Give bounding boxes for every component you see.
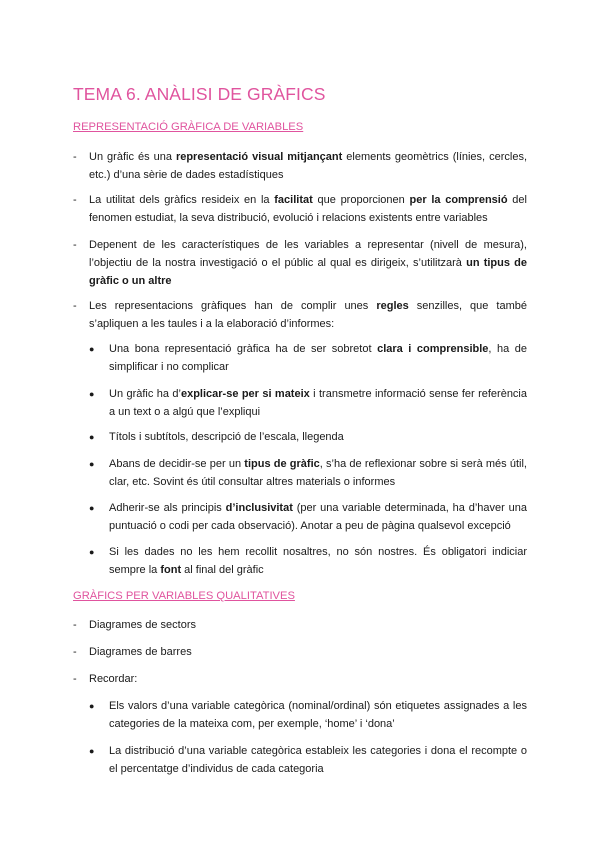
bullet-item-text: Un gràfic ha d’explicar-se per si mateix i transmetre informació sense fer referència a un text o a algú que l’expliqui (109, 388, 527, 418)
bullet-item-text: Si les dades no les hem recollit nosaltres, no són nostres. És obligatori indiciar sempre la font al final del gràfic (109, 546, 527, 576)
list-item-text: Diagrames de barres (89, 646, 192, 658)
bullet-item-text: Adherir-se als principis d’inclusivitat (per una variable determinada, ha d’haver una puntuació o codi per cada observació). Anotar a peu de pàgina qualsevol excepció (109, 502, 527, 532)
bullet-item-text: Abans de decidir-se per un tipus de gràfic, s’ha de reflexionar sobre si serà més útil, clar, etc. Sovint és útil consultar altres materials o informes (109, 458, 527, 488)
dash-marker: - (73, 673, 77, 685)
bullet-marker: ● (89, 459, 95, 469)
bullet-marker: ● (89, 746, 95, 756)
dash-marker: - (73, 619, 77, 631)
section-heading-qualitatives: GRÀFICS PER VARIABLES QUALITATIVES (73, 590, 295, 602)
bullet-marker: ● (89, 432, 95, 442)
bullet-marker: ● (89, 344, 95, 354)
dash-marker: - (73, 300, 77, 312)
list-item-text: Un gràfic és una representació visual mitjançant elements geomètrics (línies, cercles, etc.) d’una sèrie de dades estadístiques (89, 151, 528, 181)
bullet-item-text: La distribució d’una variable categòrica estableix les categories i dona el recompte o el percentatge d’individus de cada categoria (109, 745, 527, 775)
dash-marker: - (73, 151, 77, 163)
list-item-text: Diagrames de sectors (89, 619, 196, 631)
bullet-marker: ● (89, 389, 95, 399)
list-item-text: Depenent de les característiques de les variables a representar (nivell de mesura), l’objectiu de la nostra investigació o el públic al qual es dirigeix, s’utilitzarà un tipus de gràfic o un altre (89, 239, 527, 287)
list-item-text: La utilitat dels gràfics resideix en la facilitat que proporcionen per la comprensió del fenomen estudiat, la seva distribució, evolució i relacions existents entre variables (89, 194, 527, 224)
list-item-text: Recordar: (89, 673, 138, 685)
page-title: TEMA 6. ANÀLISI DE GRÀFICS (73, 84, 326, 104)
section-heading-representacio: REPRESENTACIÓ GRÀFICA DE VARIABLES (73, 121, 304, 133)
dash-marker: - (73, 646, 77, 658)
bullet-marker: ● (89, 503, 95, 513)
bullet-marker: ● (89, 701, 95, 711)
bullet-item-text: Una bona representació gràfica ha de ser sobretot clara i comprensible, ha de simplificar i no complicar (109, 343, 528, 373)
dash-marker: - (73, 194, 77, 206)
dash-marker: - (73, 239, 77, 251)
bullet-marker: ● (89, 547, 95, 557)
list-item-text: Les representacions gràfiques han de complir unes regles senzilles, que també s’apliquen a les taules i a la elaboració d’informes: (89, 300, 527, 330)
bullet-item-text: Títols i subtítols, descripció de l’escala, llegenda (109, 431, 344, 443)
bullet-item-text: Els valors d’una variable categòrica (nominal/ordinal) són etiquetes assignades a les categories de la mateixa com, per exemple, ‘home’ i ‘dona’ (109, 700, 527, 730)
